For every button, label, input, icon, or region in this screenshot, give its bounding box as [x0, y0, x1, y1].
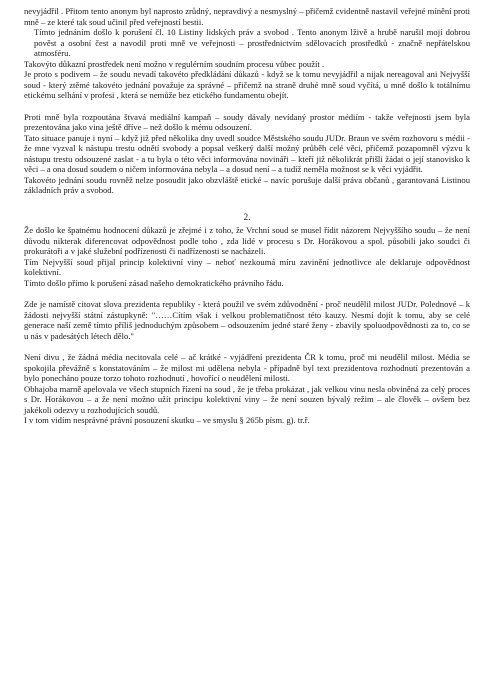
paragraph-legal-order-violation: Tímto došlo přímo k porušení zásad našeho demokratického právního řádu.: [24, 277, 284, 288]
paragraph-president-quote: Zde je namístě citovat slova prezidenta republiky - která použil ve svém zdůvodnění - proč neudělil milost JUDr. Polednové – k žádosti nejvyšší státní zástupkyně: "……Cítím však i velkou problematičnost této kauzy. Nesmí dojít k tomu, aby se celé generace naší země tímto příliš jednoduchým způsobem – odsouzením jedné staré ženy - zbavily spoluodpovědnosti za to, co se u nás v padesátých létech dělo.": [24, 299, 470, 341]
paragraph-evidence-unusable: Takovýto důkazní prostředek není možno v regulérním soudním procesu vůbec použít .: [24, 58, 325, 69]
paragraph-media-campaign: Proti mně byla rozpoutána štvavá mediální kampaň – soudy dávaly nevídaný prostor médiím - takže veřejnosti jsem byla prezentována jako vina ještě dříve – než došlo k mému odsouzení.: [24, 111, 470, 132]
paragraph-evidence-evaluation: Že došlo ke špatnému hodnocení důkazů je zřejmé i z toho, že Vrchní soud se musel řídit názorem Nejvyššího soudu – že není důvodu nikterak diferencovat odpovědnost podle toho , zda lidé v procesu s Dr. Horákovou a spol. působili jako soudci či prokurátoři a v jaké služební podřízenosti či nadřízenosti se nacházeli.: [24, 225, 470, 256]
paragraph-court-conduct-unethical: Takovéto jednání soudu rovněž nelze posoudit jako obzvláště etické – navíc porušuje další práva občanů , garantovaná Listinou základních práv a svobod.: [24, 174, 470, 195]
paragraph-media-not-citing: Není divu , že žádná média necitovala celé – ač krátké - vyjádření prezidenta ČR k tomu, proč mi neudělil milost. Média se spokojila převážně s konstatováním – že milost mi udělena nebyla - případně byl text prezidentova rozhodnutí prezentován a bylo ponecháno pouze torzo tohoto rozhodnutí , hovořící o neudělení milosti.: [24, 352, 470, 383]
paragraph-supreme-court-reaction: Je proto s podivem – že soudu nevadí takovéto předkládání důkazů - když se k tomu nevyjádřil a nijak nereagoval ani Nejvyšší soud - který ztěmé takovéto jednání považuje za správné – přičemž na straně druhé mně soud vyčítá, u mně došlo k totálnímu etickému selhání v profesi , která se nemůže bez etického fundamentu obejít.: [24, 69, 470, 100]
paragraph-judge-braun-interview: Tato situace panuje i nyní – když již před několika dny uvedl soudce Městského soudu JUDr. Braun ve svém rozhovoru s médii - že mne vyzval k nástupu trestu odnětí svobody a popsal veškerý další možný průběh celé věci, přičemž pozapomněl výzvu k nástupu trestu odsouzené zaslat - a tu byla o této věci informována novináři – kteří již několikrát přišli žádat o její stanovisko k věci – a ona dosud soudem o ničem informována nebyla – a dosud není – a tudíž neměla možnost se k věci vyjádřit.: [24, 132, 470, 174]
paragraph-legal-assessment: I v tom vidím nesprávné právní posouzení skutku – ve smyslu § 265b písm. g). tr.ř.: [24, 415, 310, 425]
paragraph-anonym-continuation: nevyjádřil . Přitom tento anonym byl naprosto zrůdný, nepravdivý a nesmyslný – přičemž cvidentně nastavil veřejné mínění proti mně – ze které tak soud učinil před veřejností bestii.: [24, 6, 470, 27]
paragraph-article-10-violation: Tímto jednáním došlo k porušení čl. 10 Listiny lidských práv a svobod . Tento anonym lživě a hrubě narušil mojí dobrou pověst a osobní čest a navodil proti mně ve veřejnosti – prostřednictvím sdělovacích prostředků - značně nepřátelskou atmosféru.: [34, 27, 470, 58]
section-heading-2: 2.: [243, 211, 251, 222]
paragraph-defense-appeal: Obhajoba marně apelovala ve všech stupních řízení na soud , že je třeba prokázat , jak velkou vinu nesla obviněná za celý proces s Dr. Horákovou – a že není možno užít principu kolektivní viny – že není souzen bývalý režim – ale člověk – ovšem bez jakékoli odezvy u rozhodujících soudů.: [24, 383, 470, 415]
paragraph-collective-guilt: Tím Nejvyšší soud přijal princip kolektivní viny – neboť nezkoumá míru zavinění jednotlivce ale deklaruje odpovědnost kolektivní.: [24, 256, 470, 277]
